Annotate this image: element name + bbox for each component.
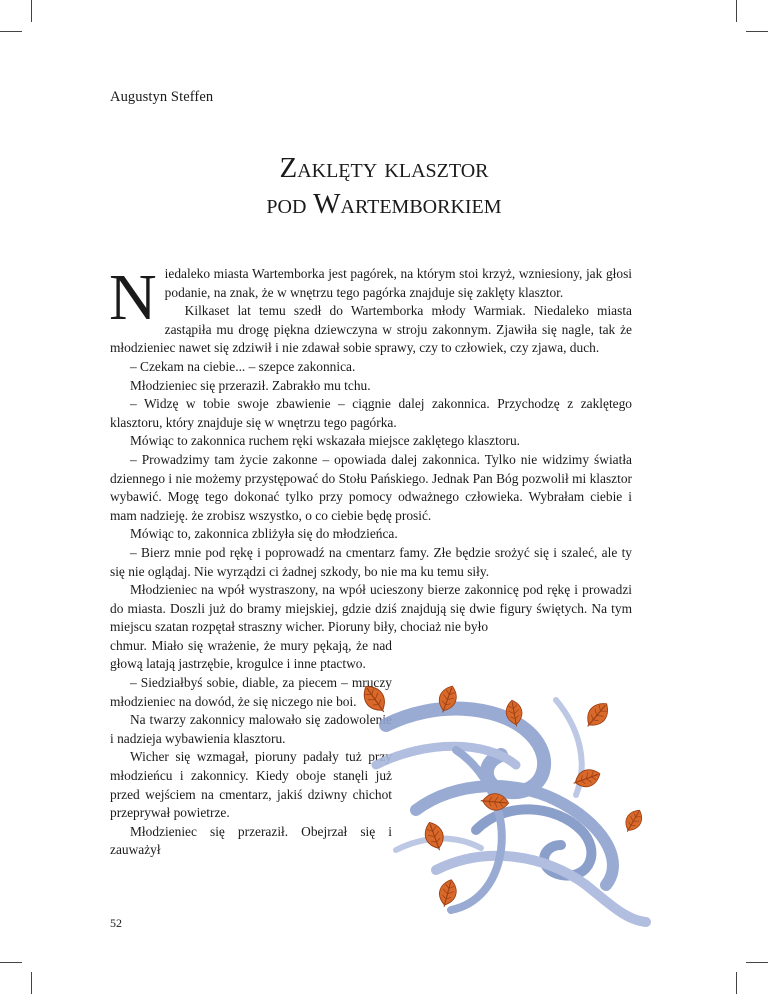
crop-mark [31, 0, 32, 22]
crop-mark [736, 0, 737, 22]
paragraph: Mówiąc to zakonnica ruchem ręki wskazała miejsce zaklętego klasztoru. [130, 433, 521, 449]
crop-mark [736, 972, 737, 994]
crop-mark [31, 972, 32, 994]
paragraph-beside-illustration: Wicher się wzmagał, pioruny padały tuż przy młodzieńcu i zakonnicy. Kiedy oboje stanęli już przed wejściem na cmentarz, jakiś dziwny chichot przeprywał powietrze. [110, 749, 392, 821]
paragraph: Młodzieniec się przeraził. Zabrakło mu tchu. [130, 377, 371, 393]
paragraph-beside-illustration: Na twarzy zakonnicy malowało się zadowolenie i nadzieja wybawienia klasztoru. [110, 712, 392, 746]
paragraph: Młodzieniec na wpół wystraszony, na wpół ucieszony bierze zakonnicę pod rękę i prowadzi do miasta. Doszli już do bramy miejskiej, gdzie dziś znajdują się dwie figury świętych. Na tym miejscu szatan rozpętał straszny wicher. Pioruny biły, chociaż nie było [110, 582, 632, 635]
wind-leaves-illustration [356, 670, 658, 932]
paragraph: – Widzę w tobie swoje zbawienie – ciągnie dalej zakonnica. Przychodzę z zaklętego klasztoru, który znajduje się w wnętrzu tego pagórka. [110, 396, 632, 430]
page-title [0, 150, 768, 222]
paragraph: – Prowadzimy tam życie zakonne – opowiada dalej zakonnica. Tylko nie widzimy światła dziennego i nie możemy przystępować do Stołu Pańskiego. Jednak Pan Bóg pozwolił mi klasztor wybawić. Mogę tego dokonać tylko przy pomocy odważnego człowieka. Wybrałam ciebie i mam nadzieję. że zrobisz wszystko, o co ciebie będę prosić. [110, 451, 632, 523]
paragraph-beside-illustration: Młodzieniec się przeraził. Obejrzał się i zauważył [110, 823, 392, 858]
crop-mark [0, 962, 22, 963]
paragraph: – Czekam na ciebie... – szepce zakonnica. [130, 358, 356, 374]
title-line-1: Zaklęty klasztor [279, 152, 489, 184]
paragraph: – Bierz mnie pod rękę i poprowadź na cmentarz famy. Złe będzie srożyć się i szaleć, ale ty się nie oglądaj. Nie wyrządzi ci żadnej szkody, bo nie ma ku temu siły. [110, 544, 632, 579]
paragraph: Kilkaset lat temu szedł do Wartemborka młody Warmiak. Niedaleko miasta zastąpiła mu drogę piękna dziewczyna w stroju zakonnym. Zjawiła się nagle, tak że młodzieniec nawet się zdziwił i nie zdawał sobie sprawy, czy to człowiek, czy zjawa, duch. [110, 303, 632, 356]
drop-cap: N [109, 261, 157, 334]
wind-swirl [376, 700, 646, 922]
crop-mark [0, 31, 22, 32]
paragraph: Mówiąc to, zakonnica zbliżyła się do młodzieńca. [130, 526, 398, 542]
first-paragraph-text: iedaleko miasta Wartemborka jest pagórek, na którym stoi krzyż, wzniesiony, jak głosi podanie, na znak, że w wnętrzu tego pagórka znajduje się zaklęty klasztor. [164, 266, 632, 300]
running-header-author: Augustyn Steffen [110, 89, 214, 105]
title-line-2: pod Wartemborkiem [266, 188, 502, 220]
paragraph-beside-illustration: – Siedziałbyś sobie, diable, za piecem – mruczy młodzieniec na dowód, że się niczego nie boi. [110, 675, 392, 709]
page-number: 52 [110, 916, 122, 930]
paragraph-beside-illustration: chmur. Miało się wrażenie, że mury pękają, że nad głową latają jastrzębie, krogulce i inne ptactwo. [110, 637, 392, 672]
crop-mark [746, 31, 768, 32]
crop-mark [746, 962, 768, 963]
